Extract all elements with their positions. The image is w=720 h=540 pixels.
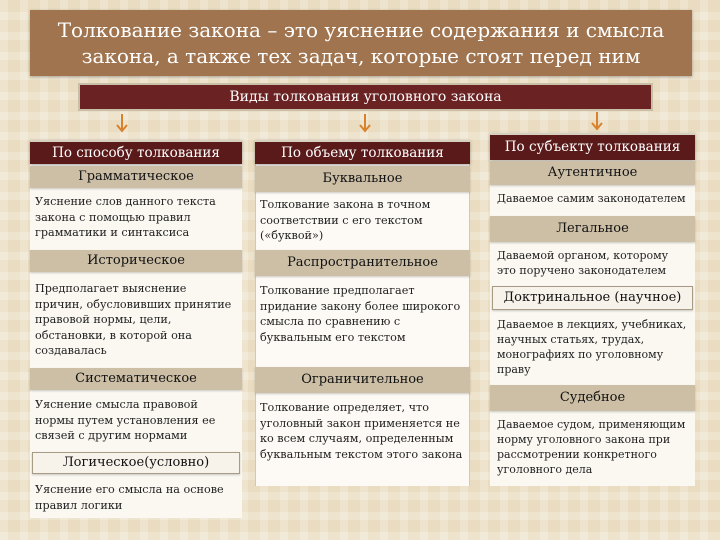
desc-line: праву bbox=[497, 363, 531, 376]
desc-literal bbox=[260, 197, 468, 244]
desc-line: Даваемой органом, которому bbox=[497, 249, 669, 262]
desc-line: создавалась bbox=[35, 344, 107, 357]
sub-header-legal: Легальное bbox=[490, 216, 695, 242]
desc-line: нормы путем установления ее bbox=[35, 413, 216, 427]
column-header-scope: По объему толкования bbox=[255, 140, 470, 164]
title-line-2: закона, а также тех задач, которые стоят перед ним bbox=[81, 44, 641, 68]
desc-line: закона с помощью правил bbox=[35, 210, 191, 224]
desc-line: Толкование определяет, что bbox=[260, 401, 429, 414]
column-header-method: По способу толкования bbox=[30, 140, 242, 164]
desc-line: придание закону более широкого bbox=[260, 299, 461, 313]
desc-line: смысла по сравнению с bbox=[260, 315, 401, 328]
sub-header-logical: Логическое(условно) bbox=[32, 452, 240, 474]
sub-header-systematic: Систематическое bbox=[30, 368, 242, 390]
sub-header-doctrinal: Доктринальное (научное) bbox=[492, 286, 693, 310]
desc-line: Даваемое самим законодателем bbox=[497, 192, 686, 205]
desc-line: обстановки, в которой она bbox=[35, 328, 192, 342]
desc-line: Уяснение слов данного текста bbox=[35, 195, 216, 208]
desc-line: Толкование предполагает bbox=[260, 284, 415, 297]
desc-line: правил логики bbox=[35, 498, 123, 512]
desc-line: буквальным его текстом bbox=[260, 330, 406, 344]
sub-header-extensive: Распространительное bbox=[255, 250, 470, 276]
arrow-down-icon bbox=[590, 112, 604, 134]
desc-logical bbox=[35, 482, 240, 513]
desc-line: причин, обусловивших принятие bbox=[35, 297, 232, 311]
sub-header-authentic: Аутентичное bbox=[490, 161, 695, 185]
desc-line: научных статьях, трудах, bbox=[497, 333, 645, 346]
desc-line: Даваемое судом, применяющим bbox=[497, 418, 686, 431]
desc-line: Предполагает выяснение bbox=[35, 282, 187, 295]
desc-line: норму уголовного закона при bbox=[497, 433, 671, 446]
desc-doctrinal bbox=[497, 317, 695, 377]
desc-line: уголовного дела bbox=[497, 463, 593, 476]
types-header: Виды толкования уголовного закона bbox=[78, 83, 653, 111]
desc-line: Даваемое в лекциях, учебниках, bbox=[497, 318, 687, 331]
desc-historical bbox=[35, 281, 240, 359]
desc-line: рассмотрении конкретного bbox=[497, 448, 657, 461]
desc-line: это поручено законодателем bbox=[497, 264, 667, 277]
desc-line: монографиях по уголовному bbox=[497, 348, 664, 361]
sub-header-judicial: Судебное bbox=[490, 385, 695, 411]
desc-systematic bbox=[35, 397, 240, 444]
desc-judicial bbox=[497, 417, 695, 477]
desc-line: буквальным текстом этого закона bbox=[260, 447, 463, 461]
desc-extensive bbox=[260, 283, 468, 345]
column-header-subject: По субъекту толкования bbox=[490, 133, 695, 160]
desc-line: Толкование закона в точном bbox=[260, 198, 431, 211]
desc-restrictive bbox=[260, 400, 468, 462]
sub-header-restrictive: Ограничительное bbox=[255, 367, 470, 393]
main-title bbox=[30, 10, 692, 76]
sub-header-literal: Буквальное bbox=[255, 166, 470, 192]
desc-line: Уяснение его смысла на основе bbox=[35, 483, 224, 496]
arrow-down-icon bbox=[115, 114, 129, 136]
desc-line: («буквой») bbox=[260, 229, 324, 242]
desc-line: грамматики и синтаксиса bbox=[35, 226, 190, 239]
desc-grammatical bbox=[35, 194, 240, 241]
sub-header-historical: Историческое bbox=[30, 250, 242, 272]
desc-line: соответствии с его текстом bbox=[260, 213, 423, 227]
desc-authentic bbox=[497, 191, 695, 206]
arrow-down-icon bbox=[358, 114, 372, 136]
desc-line: правовой нормы, цели, bbox=[35, 313, 172, 326]
desc-line: Уяснение смысла правовой bbox=[35, 398, 198, 411]
title-line-1: Толкование закона – это уяснение содержания и смысла bbox=[57, 18, 665, 42]
desc-line: уголовный закон применяется не bbox=[260, 416, 460, 430]
desc-legal bbox=[497, 248, 695, 278]
sub-header-grammatical: Грамматическое bbox=[30, 166, 242, 188]
desc-line: ко всем случаям, определенным bbox=[260, 432, 454, 445]
desc-line: связей с другим нормами bbox=[35, 429, 188, 442]
